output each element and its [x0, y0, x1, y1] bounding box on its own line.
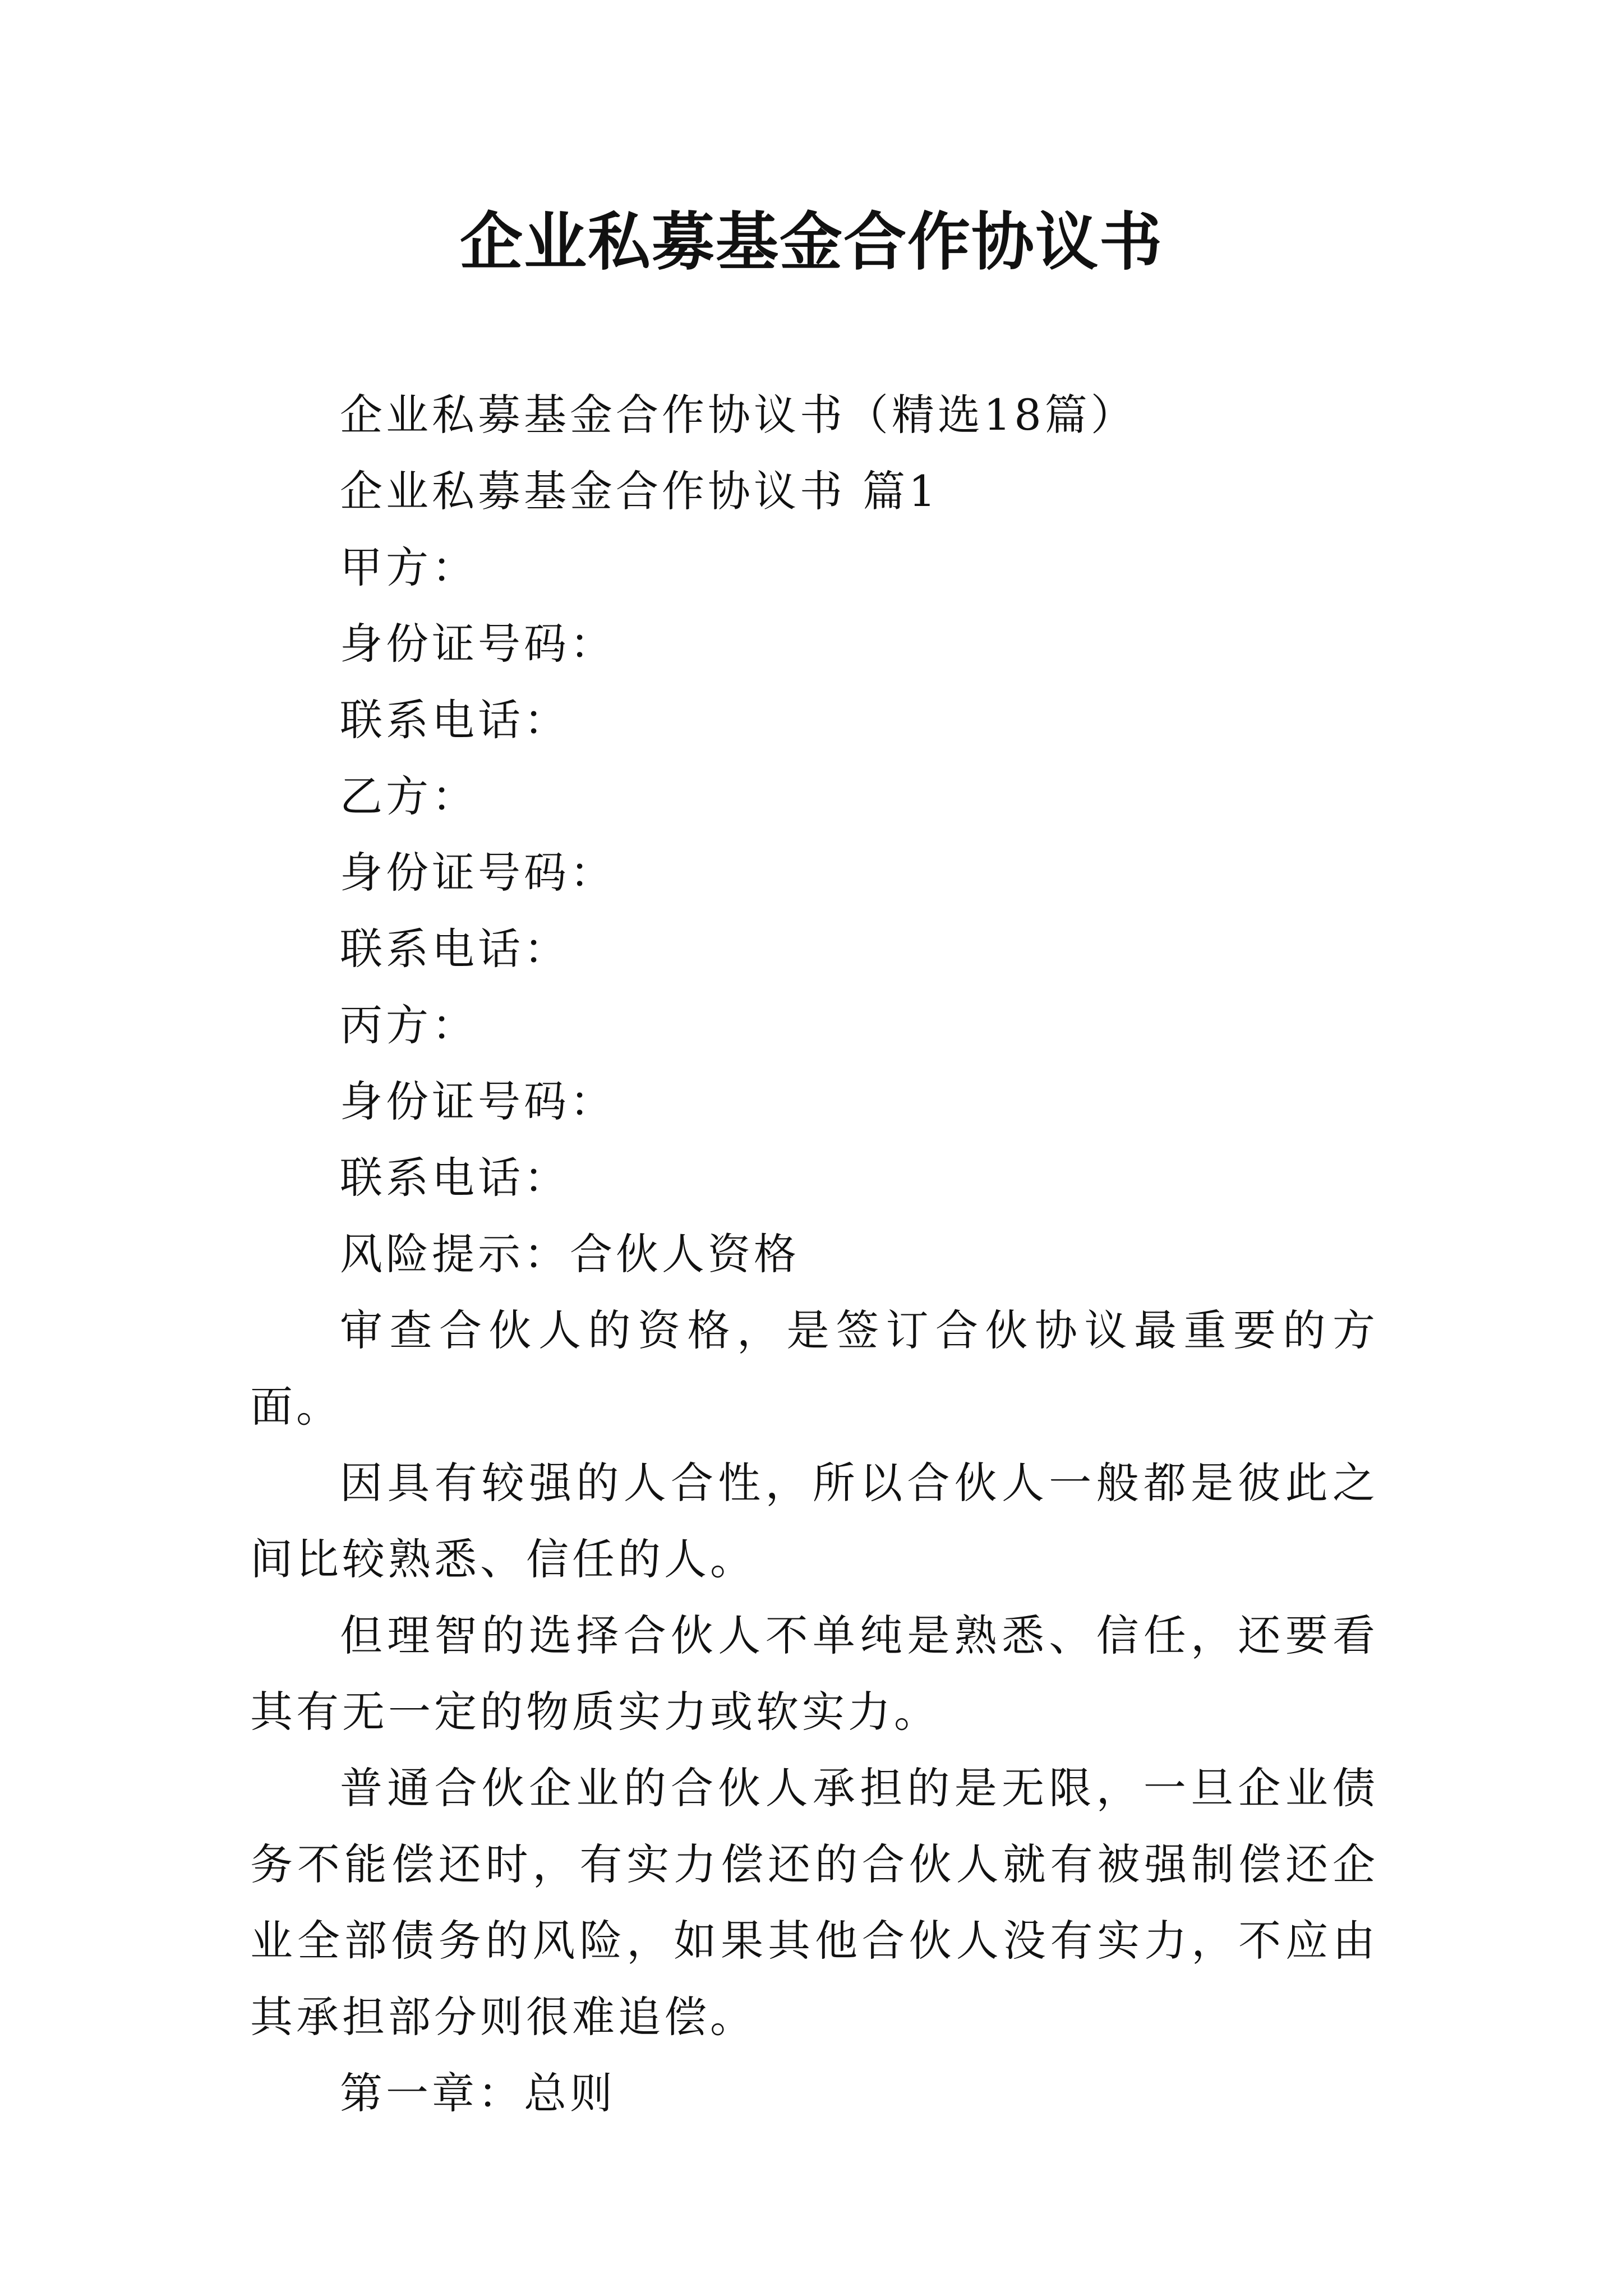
party-b-label: 乙方：	[340, 771, 478, 821]
paragraph: 因具有较强的人合性，所以合伙人一般都是彼此之间比较熟悉、信任的人。	[250, 1458, 1378, 1584]
party-a-label: 甲方：	[340, 542, 478, 592]
paragraph: 但理智的选择合伙人不单纯是熟悉、信任，还要看其有无一定的物质实力或软实力。	[250, 1611, 1378, 1737]
party-c-id-label: 身份证号码：	[340, 1076, 616, 1126]
party-c-phone-label: 联系电话：	[340, 1153, 570, 1203]
party-a-phone-label: 联系电话：	[340, 695, 570, 745]
chapter-heading: 第一章：总则	[340, 2068, 616, 2118]
party-b-id-label: 身份证号码：	[340, 848, 616, 898]
document-body	[250, 377, 1378, 2132]
risk-notice: 风险提示：合伙人资格	[340, 1229, 800, 1279]
party-a-id-label: 身份证号码：	[340, 619, 616, 669]
document-subtitle: 企业私募基金合作协议书（精选18篇）	[340, 390, 1137, 440]
paragraph: 审查合伙人的资格，是签订合伙协议最重要的方面。	[250, 1305, 1378, 1432]
section-heading: 企业私募基金合作协议书 篇1	[340, 466, 939, 516]
party-b-phone-label: 联系电话：	[340, 924, 570, 974]
paragraph: 普通合伙企业的合伙人承担的是无限，一旦企业债务不能偿还时，有实力偿还的合伙人就有被强制偿还企业全部债务的风险，如果其他合伙人没有实力，不应由其承担部分则很难追偿。	[250, 1763, 1378, 2042]
party-c-label: 丙方：	[340, 1000, 478, 1050]
document-title: 企业私募基金合作协议书	[460, 205, 1163, 279]
